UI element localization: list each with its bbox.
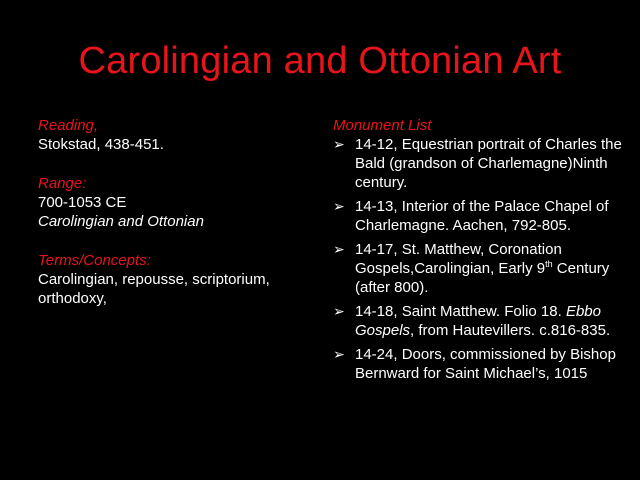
range-dates: 700-1053 CE [38, 194, 127, 211]
list-item [333, 240, 623, 297]
monument-text: 14-24, Doors, commissioned by Bishop Bernward for Saint Michael’s, 1015 [355, 346, 616, 382]
list-item [333, 302, 623, 340]
reading-heading: Reading, [38, 117, 99, 134]
terms-heading: Terms/Concepts: [38, 252, 151, 269]
range-heading: Range: [38, 175, 87, 192]
arrow-bullet-icon: ➢ [333, 241, 345, 257]
monument-text: 14-13, Interior of the Palace Chapel of Charlemagne. Aachen, 792-805. [355, 198, 609, 234]
monument-list-heading: Monument List [333, 117, 432, 134]
arrow-bullet-icon: ➢ [333, 136, 345, 152]
monument-list [333, 135, 623, 383]
monument-text: 14-17, St. Matthew, Coronation Gospels,Carolingian, Early 9th Century (after 800). [355, 241, 610, 296]
arrow-bullet-icon: ➢ [333, 303, 345, 319]
right-column [333, 116, 623, 388]
monument-text: 14-12, Equestrian portrait of Charles the Bald (grandson of Charlemagne)Ninth century. [355, 136, 622, 191]
list-item [333, 345, 623, 383]
arrow-bullet-icon: ➢ [333, 198, 345, 214]
slide-title: Carolingian and Ottonian Art [78, 40, 562, 82]
list-item [333, 197, 623, 235]
left-column [38, 116, 308, 308]
reading-text: Stokstad, 438-451. [38, 136, 164, 153]
monument-text: 14-18, Saint Matthew. Folio 18. Ebbo Gospels, from Hautevillers. c.816-835. [355, 303, 611, 339]
terms-text: Carolingian, repousse, scriptorium, orthodoxy, [38, 271, 270, 307]
list-item [333, 135, 623, 192]
range-period: Carolingian and Ottonian [38, 213, 204, 230]
arrow-bullet-icon: ➢ [333, 346, 345, 362]
